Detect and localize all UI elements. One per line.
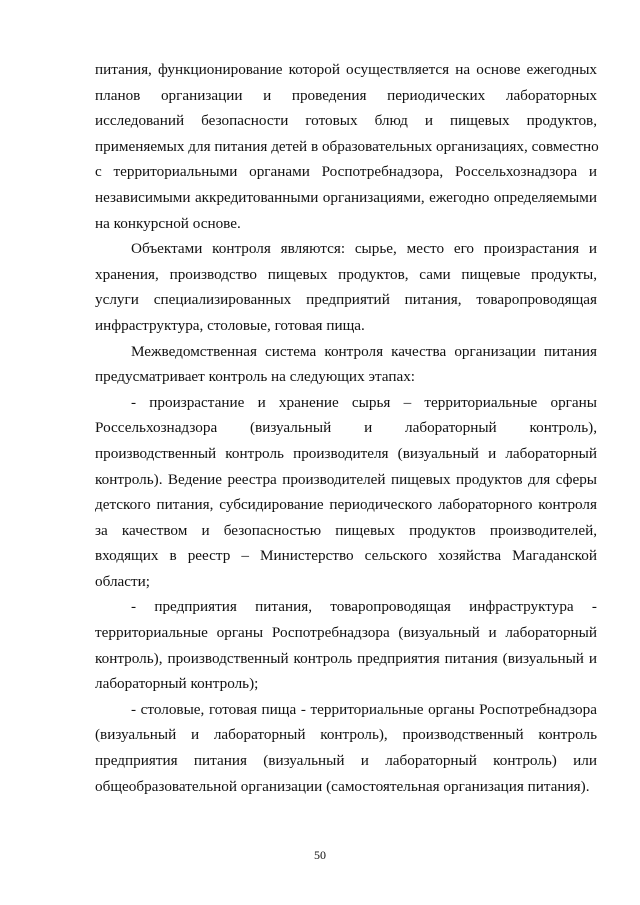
paragraph-3 — [95, 339, 597, 390]
text-line: Объектами контроля являются: сырье, место его произрастания и — [131, 240, 597, 258]
text-line: инфраструктура, столовые, готовая пища. — [95, 316, 365, 334]
text-line: предусматривает контроль на следующих этапах: — [95, 368, 416, 386]
text-line: с территориальными органами Роспотребнадзора, Россельхознадзора и — [95, 163, 597, 181]
text-line: контроль), производственный контроль предприятия питания (визуальный и — [95, 649, 597, 667]
paragraph-4 — [95, 390, 597, 595]
text-line: - произрастание и хранение сырья – территориальные органы — [131, 393, 597, 411]
text-line: планов организации и проведения периодических лабораторных — [95, 86, 597, 104]
text-line: Межведомственная система контроля качества организации питания — [131, 342, 597, 360]
text-line: хранения, производство пищевых продуктов, сами пищевые продукты, — [95, 265, 597, 283]
text-line: исследований безопасности готовых блюд и пищевых продуктов, — [95, 112, 597, 130]
text-line: лабораторный контроль); — [95, 675, 259, 693]
text-line: области; — [95, 572, 150, 590]
page-number: 50 — [314, 848, 326, 862]
paragraph-5 — [95, 594, 597, 696]
text-line: Россельхознадзора (визуальный и лабораторный контроль), — [95, 419, 597, 437]
text-line: контроль). Ведение реестра производителей пищевых продуктов для сферы — [95, 470, 597, 488]
text-line: питания, функционирование которой осуществляется на основе ежегодных — [95, 61, 597, 78]
text-line: услуги специализированных предприятий питания, товаропроводящая — [95, 291, 597, 309]
text-line: (визуальный и лабораторный контроль), производственный контроль — [95, 726, 597, 744]
text-line: на конкурсной основе. — [95, 214, 241, 232]
text-line: детского питания, субсидирование периодического лабораторного контроля — [95, 496, 597, 514]
text-line: независимыми аккредитованными организациями, ежегодно определяемыми — [95, 188, 597, 206]
paragraph-2 — [95, 236, 597, 338]
paragraph-1 — [95, 57, 597, 236]
text-line: общеобразовательной организации (самостоятельная организация питания). — [95, 777, 590, 795]
document-body — [95, 57, 597, 799]
text-line: за качеством и безопасностью пищевых продуктов производителей, — [95, 521, 597, 539]
text-line: - предприятия питания, товаропроводящая инфраструктура - — [131, 598, 597, 616]
text-line: входящих в реестр – Министерство сельского хозяйства Магаданской — [95, 547, 597, 565]
text-line: территориальные органы Роспотребнадзора (визуальный и лабораторный — [95, 624, 597, 642]
text-line: производственный контроль производителя (визуальный и лабораторный — [95, 444, 597, 462]
paragraph-6 — [95, 697, 597, 799]
text-line: применяемых для питания детей в образовательных организациях, совместно — [95, 137, 599, 155]
text-line: - столовые, готовая пища - территориальные органы Роспотребнадзора — [131, 700, 597, 718]
text-line: предприятия питания (визуальный и лабораторный контроль) или — [95, 752, 597, 770]
